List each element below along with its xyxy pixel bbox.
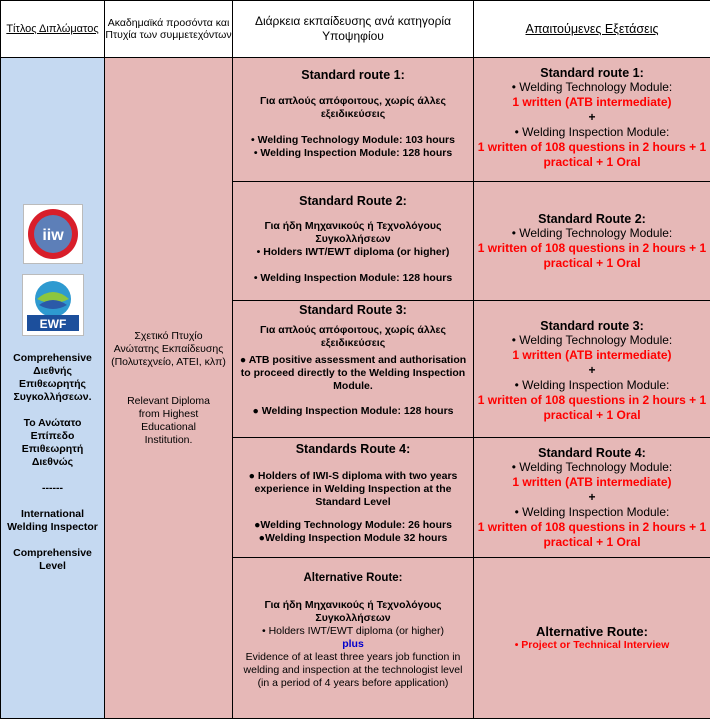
route-4-bullet-0: ● Holders of IWI-S diploma with two years experience in Welding Inspection at the Standard Level (248, 470, 458, 508)
route-alt-exam-title: Alternative Route: (536, 624, 648, 639)
route-4-exam-line-5: 1 written of 108 questions in 2 hours + 1 practical + 1 Oral (477, 520, 707, 549)
route-3-exam-line-5: 1 written of 108 questions in 2 hours + 1 practical + 1 Oral (477, 393, 707, 422)
header-required-exams: Απαιτούμενες Εξετάσεις (474, 1, 710, 58)
diploma-line-1: Comprehensive (13, 351, 92, 364)
route-3-training (233, 301, 474, 438)
route-alt-evidence: Evidence of at least three years job function in welding and inspection at the technologist level (in a period of 4 years before application) (243, 651, 463, 689)
route-4-training (233, 438, 474, 558)
route-2-audience: Για ήδη Μηχανικούς ή Τεχνολόγους Συγκολλήσεων (264, 220, 442, 245)
header-qualifications: Ακαδημαϊκά προσόντα και Πτυχία των συμμετεχόντων (105, 1, 233, 58)
diploma-cell (1, 58, 105, 719)
route-4-exams (474, 438, 710, 558)
route-4-title: Standards Route 4: (295, 442, 411, 456)
route-2-exams (474, 182, 710, 301)
route-2-bullet-1: • Holders IWT/EWT diploma (or higher) (256, 246, 450, 258)
route-4-exam-plus: + (588, 490, 596, 504)
header-row (1, 1, 710, 58)
route-1-audience: Για απλούς απόφοιτους, χωρίς άλλες εξειδικεύσεις (259, 95, 446, 120)
qualifications-greek: Σχετικό Πτυχίο Ανώτατης Εκπαίδευσης (Πολυτεχνείο, ΑΤΕΙ, κλπ) (111, 329, 226, 368)
iiw-logo-text: iiw (41, 226, 64, 244)
route-1-exam-title: Standard route 1: (540, 66, 644, 80)
iiw-logo (23, 204, 83, 264)
route-3-exam-line-2: 1 written (ATB intermediate) (512, 348, 672, 362)
route-2-exam-line-5: 1 written of 108 questions in 2 hours + 1 practical + 1 Oral (477, 240, 707, 270)
route-1-exam-line-1: • Welding Technology Module: (511, 80, 673, 94)
route-2-training (233, 182, 474, 301)
route-4-exam-line-1: • Welding Technology Module: (511, 460, 673, 474)
route-3-exam-line-1: • Welding Technology Module: (511, 333, 673, 347)
diploma-line-5: Comprehensive Level (13, 546, 92, 572)
qualifications-english: Relevant Diploma from Highest Educational Institution. (127, 394, 210, 446)
route-2-exam-title: Standard Route 2: (538, 211, 646, 226)
route-4-bullet-2: ●Welding Inspection Module 32 hours (258, 532, 448, 544)
route-4-bullet-1: ●Welding Technology Module: 26 hours (254, 519, 452, 531)
route-3-exams (474, 301, 710, 438)
route-3-exam-plus: + (588, 363, 596, 377)
route-4-exam-line-4: • Welding Inspection Module: (514, 505, 670, 519)
route-1-exam-line-2: 1 written (ATB intermediate) (512, 95, 672, 109)
route-1-exam-plus: + (588, 110, 596, 124)
route-3-bullet-1: ● ATB positive assessment and authorisation to proceed directly to the Welding Inspection Module. (239, 354, 467, 392)
route-1-exam-line-4: • Welding Inspection Module: (514, 125, 670, 139)
route-3-exam-line-4: • Welding Inspection Module: (514, 378, 670, 392)
diploma-line-2: Διεθνής Επιθεωρητής Συγκολλήσεων. (13, 364, 92, 403)
route-1-exam-line-5: 1 written of 108 questions in 2 hours + 1 practical + 1 Oral (477, 140, 707, 169)
route-row-1 (1, 58, 710, 182)
route-alt-exams (474, 558, 710, 719)
route-alt-training (233, 558, 474, 719)
route-3-audience: Για απλούς απόφοιτους, χωρίς άλλες εξειδικεύσεις (259, 324, 446, 349)
route-1-exams (474, 58, 710, 182)
route-3-exam-title: Standard route 3: (540, 319, 644, 333)
route-2-bullet-2: • Welding Inspection Module: 128 hours (253, 272, 453, 284)
qualifications-cell (105, 58, 233, 719)
header-diploma-title: Τίτλος Διπλώματος (1, 1, 105, 58)
ewf-logo (22, 274, 84, 336)
route-alt-exam-line-1: • Project or Technical Interview (514, 639, 670, 651)
route-4-exam-title: Standard Route 4: (538, 446, 646, 460)
route-alt-bullet-1: • Holders IWT/EWT diploma (or higher) (261, 625, 445, 637)
ewf-logo-text: EWF (39, 316, 66, 331)
diploma-separator: ------ (42, 481, 63, 494)
route-1-training (233, 58, 474, 182)
route-alt-audience: Για ήδη Μηχανικούς ή Τεχνολόγους Συγκολλήσεων (264, 599, 442, 624)
route-3-bullet-2: ● Welding Inspection Module: 128 hours (252, 405, 454, 417)
route-alt-title: Alternative Route: (303, 572, 403, 584)
route-2-exam-line-1: • Welding Technology Module: (511, 225, 673, 240)
route-1-bullet-2: • Welding Inspection Module: 128 hours (253, 147, 453, 159)
route-3-title: Standard Route 3: (299, 303, 407, 317)
route-alt-plus: plus (342, 638, 364, 650)
diploma-line-4: International Welding Inspector (7, 507, 98, 533)
diploma-line-3: Το Ανώτατο Επίπεδο Επιθεωρητή Διεθνώς (21, 416, 84, 468)
route-4-exam-line-2: 1 written (ATB intermediate) (512, 475, 672, 489)
route-1-title: Standard route 1: (301, 68, 405, 82)
route-1-bullet-1: • Welding Technology Module: 103 hours (251, 134, 455, 146)
route-2-title: Standard Route 2: (299, 194, 407, 208)
header-training-duration: Διάρκεια εκπαίδευσης ανά κατηγορία Υποψηφίου (233, 1, 474, 58)
